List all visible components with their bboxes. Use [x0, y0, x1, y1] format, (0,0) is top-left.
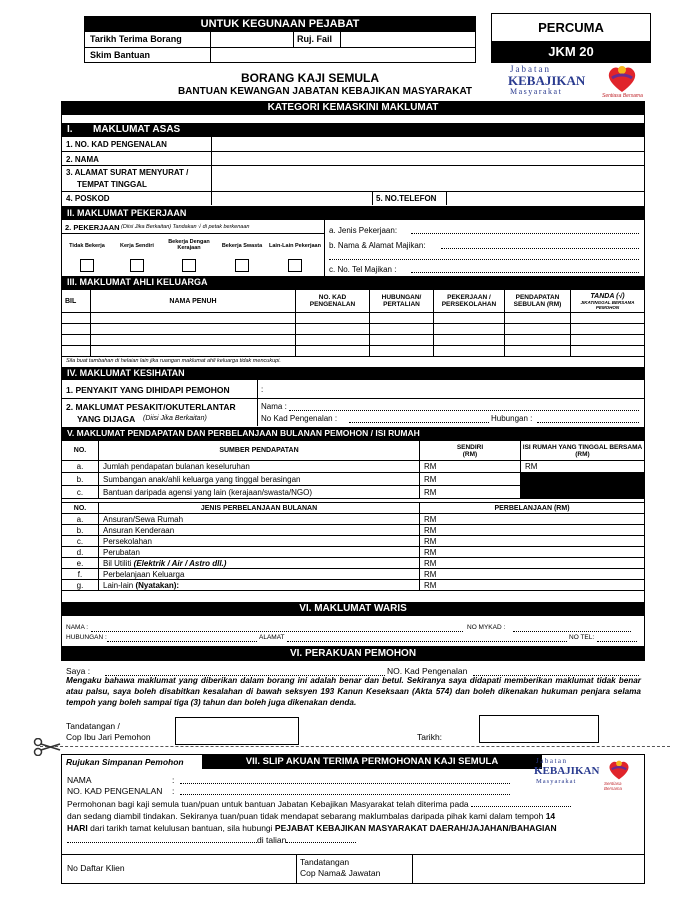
slip-nama-field[interactable] — [180, 783, 510, 784]
perakuan-body — [61, 661, 645, 751]
slip-logo-tag: Sentiasa Bersama — [604, 781, 623, 791]
slip-tarikh-field[interactable] — [471, 799, 571, 807]
pekerjaan-checkbox[interactable] — [288, 259, 302, 272]
income-sendiri-field[interactable] — [420, 461, 521, 473]
expense-key: f. — [62, 569, 99, 580]
pesakit-nokp-label: No Kad Pengenalan : — [261, 414, 338, 423]
alamat-field[interactable] — [212, 166, 642, 191]
scissors-icon — [32, 738, 62, 756]
waris-mykad-label: NO MYKAD : — [467, 624, 506, 631]
poskod-field[interactable] — [212, 192, 372, 205]
slip-p1: Permohonan bagi kaji semula tuan/puan untuk bantuan Jabatan Kebajikan Masyarakat telah diterima pada — [67, 799, 469, 809]
waris-tel-field[interactable] — [597, 641, 637, 642]
income-col-sendiri: SENDIRI (RM) — [420, 441, 521, 461]
expense-field[interactable] — [420, 514, 645, 525]
tel-majikan-label: c. No. Tel Majikan : — [329, 265, 397, 274]
income-col-sumber: SUMBER PENDAPATAN — [99, 441, 420, 461]
slip-nokp-field[interactable] — [180, 794, 510, 795]
jenis-pekerjaan-field[interactable] — [411, 233, 639, 234]
pekerjaan-opt-0 — [63, 235, 111, 274]
pekerjaan-note: (Diisi Jika Berkaitan) Tandakan √ di petak berkenaan — [121, 224, 250, 230]
waris-alamat-label: ALAMAT — [259, 634, 285, 641]
pekerjaan-opt-label: Lain-Lain Pekerjaan — [269, 243, 321, 249]
form-subtitle: BANTUAN KEWANGAN JABATAN KEBAJIKAN MASYARAKAT — [177, 86, 473, 97]
slip-talian-field[interactable] — [286, 835, 356, 843]
tarikh-terima-label: Tarikh Terima Borang — [90, 34, 182, 44]
income-desc: Bantuan daripada agensi yang lain (kerajaan/swasta/NGO) — [99, 486, 420, 499]
form-code-badge — [491, 13, 651, 63]
col-pendapatan: PENDAPATAN SEBULAN (RM) — [505, 290, 571, 313]
expense-desc — [99, 558, 420, 569]
rm-label: RM — [424, 580, 437, 590]
pekerjaan-opt-4 — [269, 235, 321, 274]
expense-col-no: NO. — [62, 503, 99, 514]
tarikh-terima-field[interactable] — [211, 32, 293, 47]
tarikh-label: Tarikh: — [417, 732, 443, 742]
tarikh-box[interactable] — [479, 715, 599, 743]
section-6-header: VI. MAKLUMAT WARIS — [61, 602, 645, 616]
family-table — [61, 289, 645, 357]
ruj-fail-label: Ruj. Fail — [297, 34, 333, 44]
sign-label-2: Cop Ibu Jari Pemohon — [66, 732, 151, 742]
pekerjaan-opt-1 — [113, 235, 161, 274]
slip-heart-icon — [606, 759, 632, 781]
income-isi-blocked — [521, 473, 645, 499]
penyakit-colon: : — [261, 385, 264, 394]
penyakit-label: 1. PENYAKIT YANG DIHIDAPI PEMOHON — [66, 385, 230, 395]
section-1-num: I. — [67, 124, 73, 135]
rm-label: RM — [424, 487, 437, 497]
expense-key: d. — [62, 547, 99, 558]
table-row — [62, 569, 645, 580]
slip-p3b: dari tarikh tamat kelulusan bantuan, sila hubungi — [87, 823, 275, 833]
col-tanda — [571, 290, 645, 313]
expense-key: b. — [62, 525, 99, 536]
percuma-label: PERCUMA — [538, 20, 604, 35]
table-row — [62, 536, 645, 547]
saya-label: Saya : — [66, 666, 91, 676]
col-nama: NAMA PENUH — [91, 290, 296, 313]
pesakit-label-2: YANG DIJAGA — [77, 414, 136, 424]
pesakit-hub-label: Hubungan : — [491, 414, 533, 423]
slip-logo-line3: Masyarakat — [536, 778, 577, 785]
income-key: a. — [62, 461, 99, 473]
sign-label-1: Tandatangan / — [66, 721, 120, 731]
waris-hub-label: HUBUNGAN : — [66, 634, 107, 641]
rm-label: RM — [424, 558, 437, 568]
expense-desc — [99, 547, 420, 558]
pekerjaan-checkbox[interactable] — [235, 259, 249, 272]
table-row — [62, 461, 645, 473]
logo-line3: Masyarakat — [510, 87, 563, 96]
section-3-header: III. MAKLUMAT AHLI KELUARGA — [61, 276, 645, 289]
expense-desc-extra: (Elektrik / Air / Astro dll.) — [133, 558, 227, 568]
slip-p4: di talian — [257, 835, 287, 845]
section-5-header: V. MAKLUMAT PENDAPATAN DAN PERBELANJAAN BULANAN PEMOHON / ISI RUMAH — [61, 427, 645, 440]
expense-desc — [99, 514, 420, 525]
expense-desc-text: Perubatan — [103, 547, 140, 557]
rm-label: RM — [424, 547, 437, 557]
slip-nokp-label: NO. KAD PENGENALAN — [67, 786, 163, 796]
table-row[interactable] — [62, 313, 645, 324]
expense-field[interactable] — [420, 525, 645, 536]
expense-col-jenis: JENIS PERBELANJAAN BULANAN — [99, 503, 420, 514]
slip-p3c: PEJABAT KEBAJIKAN MASYARAKAT DAERAH/JAJAHAN/BAHAGIAN — [274, 823, 557, 833]
income-sendiri-field[interactable] — [420, 486, 521, 499]
majikan-label: b. Nama & Alamat Majikan: — [329, 241, 426, 250]
table-row — [62, 558, 645, 569]
ic-label: 1. NO. KAD PENGENALAN — [66, 140, 167, 149]
expense-desc-text: Bil Utiliti — [103, 558, 134, 568]
waris-mykad-field[interactable] — [513, 631, 631, 632]
pesakit-label-1: 2. MAKLUMAT PESAKIT/OKUTERLANTAR — [66, 402, 236, 412]
section-1-header — [61, 123, 645, 137]
expense-table — [61, 502, 645, 591]
family-table-note: Sila buat tambahan di helaian lain jika ruangan maklumat ahli keluarga tidak mencukupi. — [66, 358, 281, 364]
expense-field[interactable] — [420, 569, 645, 580]
logo-line1: Jabatan — [510, 64, 551, 74]
slip-p2b: 14 — [545, 811, 556, 821]
income-table — [61, 440, 645, 499]
table-row — [62, 580, 645, 591]
waris-alamat-field[interactable] — [287, 641, 567, 642]
expense-field[interactable] — [420, 536, 645, 547]
waris-body — [61, 622, 645, 644]
pekerjaan-label: 2. PEKERJAAN — [65, 223, 120, 232]
slip-box — [61, 754, 645, 884]
pekerjaan-opt-label: Tidak Bekerja — [69, 243, 105, 249]
income-key: b. — [62, 473, 99, 486]
pesakit-nama-field[interactable] — [289, 410, 639, 411]
saya-nokp-label: NO. Kad Pengenalan — [387, 666, 468, 676]
expense-desc — [99, 525, 420, 536]
rm-label: RM — [424, 536, 437, 546]
rm-label: RM — [424, 569, 437, 579]
slip-nokp-colon: : — [172, 786, 175, 796]
expense-desc-extra: (Nyatakan): — [135, 580, 180, 590]
rm-label: RM — [424, 514, 437, 524]
pekerjaan-opt-3 — [217, 235, 267, 274]
office-use-box — [84, 16, 476, 63]
col-nokp: NO. KAD PENGENALAN — [296, 290, 370, 313]
pekerjaan-opt-label: Kerja Sendiri — [120, 243, 154, 249]
income-desc: Sumbangan anak/ahli keluarga yang tinggal berasingan — [99, 473, 420, 486]
col-pekerjaan: PEKERJAAN / PERSEKOLAHAN — [434, 290, 505, 313]
waris-nama-label: NAMA : — [66, 624, 89, 631]
income-isi-field[interactable] — [521, 461, 645, 473]
slip-daftar-field[interactable] — [162, 855, 296, 883]
slip-nama-colon: : — [172, 775, 175, 785]
slip-title: VII. SLIP AKUAN TERIMA PERMOHONAN KAJI SEMULA — [202, 755, 542, 769]
pekerjaan-opt-2 — [163, 233, 215, 274]
expense-desc-text: Perbelanjaan Keluarga — [103, 569, 185, 579]
waris-hub-field[interactable] — [107, 641, 257, 642]
expense-desc — [99, 569, 420, 580]
income-col-isi: ISI RUMAH YANG TINGGAL BERSAMA (RM) — [521, 441, 645, 461]
section-7-header: VI. PERAKUAN PEMOHON — [61, 646, 645, 661]
office-use-title: UNTUK KEGUNAAN PEJABAT — [85, 17, 475, 32]
pekerjaan-opt-label: Bekerja Swasta — [221, 243, 263, 249]
table-row — [62, 547, 645, 558]
alamat-label-1: 3. ALAMAT SURAT MENYURAT / — [66, 168, 189, 177]
nama-label: 2. NAMA — [66, 155, 99, 164]
expense-desc-text: Ansuran Kenderaan — [103, 525, 175, 535]
category-bar: KATEGORI KEMASKINI MAKLUMAT — [61, 101, 645, 115]
rm-label: RM — [424, 462, 437, 471]
expense-key: c. — [62, 536, 99, 547]
waris-nama-field[interactable] — [91, 631, 463, 632]
slip-p2: dan sedang diambil tindakan. Sekiranya tuan/puan tidak mendapat sebarang maklumbalas daripada pihak kami dalam tempoh — [67, 811, 544, 821]
table-row — [62, 514, 645, 525]
nama-field[interactable] — [212, 152, 642, 165]
slip-logo — [532, 757, 632, 791]
expense-key: a. — [62, 514, 99, 525]
table-row[interactable] — [62, 346, 645, 357]
pekerjaan-checkbox[interactable] — [182, 259, 196, 272]
income-sendiri-field[interactable] — [420, 473, 521, 486]
slip-pejabat-field[interactable] — [67, 835, 257, 843]
poskod-label: 4. POSKOD — [66, 194, 110, 203]
cut-line — [40, 746, 670, 747]
penyakit-field[interactable] — [267, 380, 643, 398]
table-row[interactable] — [62, 335, 645, 346]
jkm-logo — [506, 64, 646, 100]
skim-bantuan-label: Skim Bantuan — [90, 50, 151, 60]
col-tanda-sub: JIKATINGGAL BERSAMA PEMOHON — [580, 299, 635, 310]
pekerjaan-checkbox[interactable] — [130, 259, 144, 272]
jkm20-label: JKM 20 — [492, 41, 650, 62]
declaration-text: Mengaku bahawa maklumat yang diberikan dalam borang ini adalah benar dan betul. Sekiranya saya didapati memberikan maklumat tidak benar atau palsu, saya boleh disabitkan kesalahan di bawah seksyen 193 Kanun Keseksaan (Akta 574) dan boleh dikenakan hukuman penjara selama tempoh yang boleh sampai tiga (3) tahun dan boleh juga dikenakan denda. — [66, 676, 641, 707]
col-bil: BIL — [62, 290, 91, 313]
expense-field[interactable] — [420, 558, 645, 569]
ruj-fail-field[interactable] — [341, 32, 476, 47]
section-4-body — [61, 380, 645, 426]
slip-tt-label-2: Cop Nama& Jawatan — [300, 868, 381, 878]
logo-tag: Sentiasa Bersama — [602, 93, 643, 99]
signature-box[interactable] — [175, 717, 299, 745]
expense-key: g. — [62, 580, 99, 591]
rm-label: RM — [525, 462, 538, 471]
slip-rujukan: Rujukan Simpanan Pemohon — [66, 757, 184, 767]
jenis-pekerjaan-label: a. Jenis Pekerjaan: — [329, 226, 398, 235]
majikan-field[interactable] — [441, 248, 639, 249]
skim-bantuan-field[interactable] — [211, 48, 475, 63]
col-tanda-label: TANDA (√) — [590, 292, 625, 300]
pesakit-nokp-field[interactable] — [349, 422, 489, 423]
table-row — [62, 525, 645, 536]
section-2-header: II. MAKLUMAT PEKERJAAN — [61, 206, 645, 220]
section-1-rows — [61, 137, 645, 205]
majikan-field-2[interactable] — [329, 259, 639, 260]
slip-p3a: HARI — [67, 823, 88, 833]
expense-table-header — [62, 503, 645, 514]
expense-field[interactable] — [420, 547, 645, 558]
pesakit-hub-field[interactable] — [537, 422, 639, 423]
rm-label: RM — [424, 525, 437, 535]
section-2-body — [61, 220, 645, 276]
slip-paragraph — [67, 798, 642, 846]
slip-tt-field[interactable] — [413, 855, 643, 883]
expense-col-perbelanjaan: PERBELANJAAN (RM) — [420, 503, 645, 514]
slip-nama-label: NAMA — [67, 775, 92, 785]
family-table-header — [62, 290, 645, 313]
tel-majikan-field[interactable] — [411, 272, 639, 273]
expense-key: e. — [62, 558, 99, 569]
rm-label: RM — [424, 474, 437, 484]
telefon-field[interactable] — [447, 192, 643, 205]
form-title: BORANG KAJI SEMULA — [240, 71, 379, 85]
slip-logo-line1: Jabatan — [536, 757, 568, 765]
pesakit-nama-label: Nama : — [261, 402, 287, 411]
expense-desc-text: Persekolahan — [103, 536, 152, 546]
ic-field[interactable] — [212, 137, 362, 151]
section-4-header: IV. MAKLUMAT KESIHATAN — [61, 367, 645, 380]
alamat-label-2: TEMPAT TINGGAL — [77, 180, 147, 189]
waris-tel-label: NO TEL: — [569, 634, 595, 641]
expense-field[interactable] — [420, 580, 645, 591]
table-row — [62, 473, 645, 486]
income-table-header — [62, 441, 645, 461]
logo-line2: KEBAJIKAN — [508, 73, 586, 88]
slip-daftar-label: No Daftar Klien — [67, 863, 125, 873]
slip-logo-line2: KEBAJIKAN — [534, 765, 600, 777]
table-row[interactable] — [62, 324, 645, 335]
income-key: c. — [62, 486, 99, 499]
pekerjaan-checkbox[interactable] — [80, 259, 94, 272]
pesakit-note: (Diisi Jika Berkaitan) — [143, 415, 207, 422]
expense-desc — [99, 580, 420, 591]
section-1-title: MAKLUMAT ASAS — [93, 124, 181, 135]
expense-desc-text: Lain-lain — [103, 580, 136, 590]
telefon-label: 5. NO.TELEFON — [376, 194, 437, 203]
income-col-no: NO. — [62, 441, 99, 461]
income-desc: Jumlah pendapatan bulanan keseluruhan — [99, 461, 420, 473]
pekerjaan-opt-label: Bekerja Dengan Kerajaan — [168, 239, 210, 251]
col-hubungan: HUBUNGAN/ PERTALIAN — [370, 290, 434, 313]
expense-desc-text: Ansuran/Sewa Rumah — [103, 514, 184, 524]
jkm-heart-icon — [604, 64, 640, 94]
slip-tt-label-1: Tandatangan — [300, 857, 350, 867]
expense-desc — [99, 536, 420, 547]
